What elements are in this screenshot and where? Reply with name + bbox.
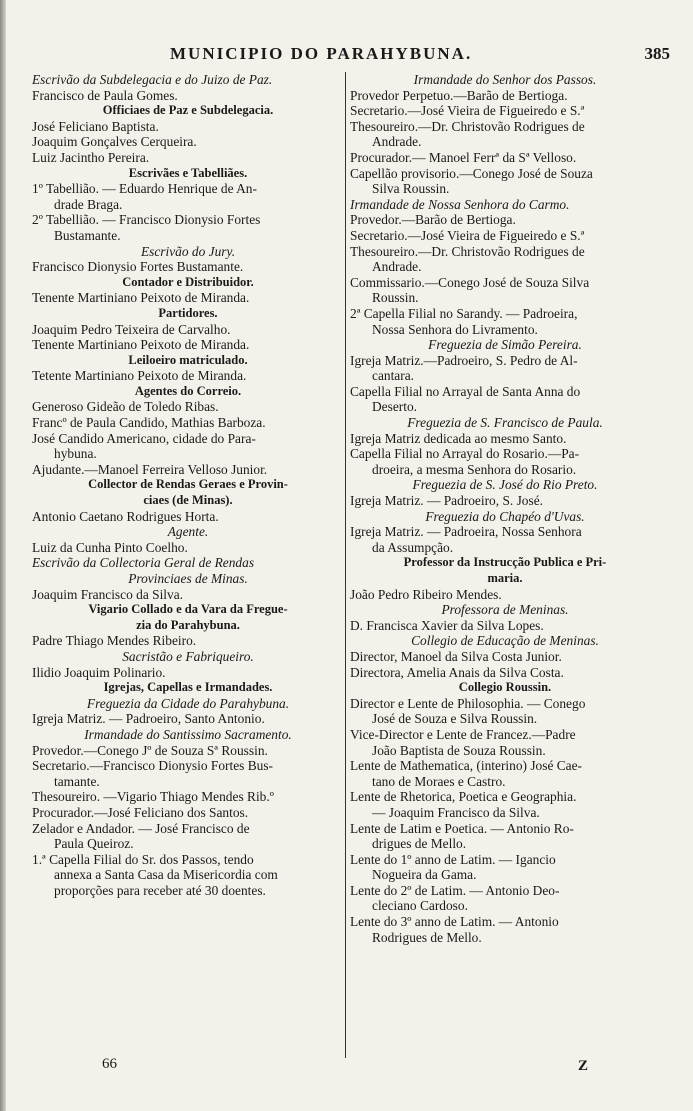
text-line: Tenente Martiniano Peixoto de Miranda. xyxy=(32,337,250,353)
text-line: Igreja Matriz.—Padroeiro, S. Pedro de Al- xyxy=(350,352,578,368)
text-line: Tenente Martiniano Peixoto de Miranda. xyxy=(32,290,250,306)
text-line: Procurador.— Manoel Ferrª da Sª Velloso. xyxy=(350,149,577,165)
section-heading: Contador e Distribuidor. xyxy=(122,274,254,289)
text-line: Lente de Rhetorica, Poetica e Geographia. xyxy=(350,789,577,805)
text-line: cleciano Cardoso. xyxy=(372,898,468,914)
text-line: Irmandade do Senhor dos Passos. xyxy=(413,72,597,87)
text-line: Igreja Matriz. — Padroeiro, S. José. xyxy=(350,493,544,509)
text-line: Irmandade de Nossa Senhora do Carmo. xyxy=(350,196,570,212)
text-line: 2º Tabellião. — Francisco Dionysio Fortes xyxy=(32,212,261,228)
text-line: Irmandade do Santissimo Sacramento. xyxy=(84,726,292,742)
text-line: João Baptista de Souza Roussin. xyxy=(372,742,546,758)
text-line: Nogueira da Gama. xyxy=(372,867,477,883)
text-line: Professora de Meninas. xyxy=(441,602,569,618)
text-line: Joaquim Gonçalves Cerqueira. xyxy=(32,134,197,150)
section-heading: Collegio Roussin. xyxy=(458,680,552,695)
text-line: Commissario.—Conego José de Souza Silva xyxy=(350,274,590,290)
text-line: droeira, a mesma Senhora do Rosario. xyxy=(372,461,577,477)
text-line: Rodrigues de Mello. xyxy=(372,929,482,945)
text-line: Igreja Matriz dedicada ao mesmo Santo. xyxy=(350,430,567,446)
right-column xyxy=(350,72,660,945)
text-line: Agente. xyxy=(167,524,209,540)
text-line: Lente de Latim e Poetica. — Antonio Ro- xyxy=(350,820,574,836)
text-line: Freguezia de Simão Pereira. xyxy=(428,337,582,353)
text-line: Provinciaes de Minas. xyxy=(128,571,248,586)
text-line: Director, Manoel da Silva Costa Junior. xyxy=(350,648,562,664)
text-line: Tetente Martiniano Peixoto de Miranda. xyxy=(32,368,247,384)
section-heading: ciaes (de Minas). xyxy=(143,493,233,508)
section-heading: Escrivães e Tabelliães. xyxy=(128,165,248,180)
text-line: Roussin. xyxy=(372,290,419,306)
text-line: Lente de Mathematica, (interino) José Cae- xyxy=(350,758,583,774)
text-line: Silva Roussin. xyxy=(372,181,450,197)
text-line: José de Souza e Silva Roussin. xyxy=(372,711,538,727)
text-line: José Feliciano Baptista. xyxy=(32,118,159,134)
text-line: Lente do 3º anno de Latim. — Antonio xyxy=(350,914,559,930)
text-line: Secretario.—Francisco Dionysio Fortes Bus- xyxy=(32,758,273,774)
text-line: Thesoureiro. —Vigario Thiago Mendes Rib.º xyxy=(32,789,274,805)
text-line: João Pedro Ribeiro Mendes. xyxy=(350,586,502,602)
left-column xyxy=(32,72,344,898)
text-line: Capella Filial no Arrayal do Rosario.—Pa- xyxy=(350,446,580,462)
section-heading: Vigario Collado e da Vara da Fregue- xyxy=(88,602,288,617)
text-line: drigues de Mello. xyxy=(372,836,467,852)
text-line: Escrivão da Subdelegacia e do Juizo de Paz. xyxy=(32,72,273,87)
text-line: Andrade. xyxy=(372,259,422,275)
text-line: da Assumpção. xyxy=(372,539,454,555)
text-line: Freguezia de S. Francisco de Paula. xyxy=(407,415,603,431)
text-line: Francisco Dionysio Fortes Bustamante. xyxy=(32,259,244,275)
text-line: Antonio Caetano Rodrigues Horta. xyxy=(32,508,219,524)
binding-edge xyxy=(0,0,6,1111)
text-line: Provedor Perpetuo.—Barão de Bertioga. xyxy=(350,87,568,103)
section-heading: Leiloeiro matriculado. xyxy=(128,352,248,367)
text-line: Secretario.—José Vieira de Figueiredo e S.ª xyxy=(350,227,585,243)
text-line: Generoso Gideão de Toledo Ribas. xyxy=(32,399,219,415)
text-line: Andrade. xyxy=(372,134,422,150)
text-line: Francº de Paula Candido, Mathias Barboza. xyxy=(32,415,266,431)
signature-mark-right: Z xyxy=(578,1058,589,1074)
text-line: annexa a Santa Casa da Misericordia com xyxy=(54,867,278,883)
text-line: Lente do 1º anno de Latim. — Igancio xyxy=(350,851,556,867)
section-heading: Partidores. xyxy=(158,305,218,320)
text-line: Escrivão da Collectoria Geral de Rendas xyxy=(32,555,255,571)
text-line: Freguezia do Chapéo d'Uvas. xyxy=(425,508,585,524)
text-line: Deserto. xyxy=(372,399,417,415)
text-line: Joaquim Pedro Teixeira de Carvalho. xyxy=(32,321,231,337)
text-line: Freguezia de S. José do Rio Preto. xyxy=(412,477,598,493)
text-line: proporções para receber até 30 doentes. xyxy=(54,882,266,898)
text-line: tano de Moraes e Castro. xyxy=(372,773,506,789)
text-line: Secretario.—José Vieira de Figueiredo e S.ª xyxy=(350,103,585,119)
page-header xyxy=(30,44,670,70)
text-line: Provedor.—Conego Jº de Souza Sª Roussin. xyxy=(32,742,268,758)
section-heading: Igrejas, Capellas e Irmandades. xyxy=(103,680,273,695)
text-line: drade Braga. xyxy=(54,196,123,212)
page-number: 385 xyxy=(644,44,670,63)
signature-mark-left: 66 xyxy=(102,1056,117,1072)
text-line: Luiz Jacintho Pereira. xyxy=(32,149,150,165)
text-line: Directora, Amelia Anais da Silva Costa. xyxy=(350,664,564,680)
text-line: Igreja Matriz. — Padroeira, Nossa Senhora xyxy=(350,524,582,540)
text-line: Paula Queiroz. xyxy=(54,836,134,852)
section-heading: maria. xyxy=(487,571,523,585)
text-line: Lente do 2º de Latim. — Antonio Deo- xyxy=(350,882,560,898)
text-line: Nossa Senhora do Livramento. xyxy=(372,321,538,337)
text-line: 1.ª Capella Filial do Sr. dos Passos, tendo xyxy=(32,851,254,867)
text-line: Procurador.—José Feliciano dos Santos. xyxy=(32,804,249,820)
text-line: Escrivão do Jury. xyxy=(140,243,236,259)
section-heading: Professor da Instrucção Publica e Pri- xyxy=(403,555,607,570)
text-line: Igreja Matriz. — Padroeiro, Santo Antonio. xyxy=(32,711,265,727)
text-line: hybuna. xyxy=(54,446,97,462)
text-line: Capella Filial no Arrayal de Santa Anna do xyxy=(350,383,581,399)
section-heading: Agentes do Correio. xyxy=(134,383,242,398)
text-line: Sacristão e Fabriqueiro. xyxy=(122,648,254,664)
section-heading: Officiaes de Paz e Subdelegacia. xyxy=(102,103,274,118)
text-line: Vice-Director e Lente de Francez.—Padre xyxy=(350,726,576,742)
text-line: Director e Lente de Philosophia. — Conego xyxy=(350,695,586,711)
text-line: Thesoureiro.—Dr. Christovão Rodrigues de xyxy=(350,243,585,259)
text-line: Joaquim Francisco da Silva. xyxy=(32,586,183,602)
section-heading: Collector de Rendas Geraes e Provin- xyxy=(88,477,288,492)
text-line: Francisco de Paula Gomes. xyxy=(32,87,178,103)
text-line: Bustamante. xyxy=(54,227,121,243)
text-line: Ajudante.—Manoel Ferreira Velloso Junior. xyxy=(32,461,268,477)
text-line: Provedor.—Barão de Bertioga. xyxy=(350,212,516,228)
text-line: Freguezia da Cidade do Parahybuna. xyxy=(86,695,290,711)
column-divider xyxy=(345,72,346,1058)
text-line: tamante. xyxy=(54,773,100,789)
text-line: Collegio de Educação de Meninas. xyxy=(411,633,599,649)
running-title: MUNICIPIO DO PARAHYBUNA. xyxy=(170,44,473,63)
text-line: 1º Tabellião. — Eduardo Henrique de An- xyxy=(32,181,257,197)
text-line: cantara. xyxy=(372,368,414,384)
text-line: Zelador e Andador. — José Francisco de xyxy=(32,820,250,836)
text-line: José Candido Americano, cidade do Para- xyxy=(32,430,256,446)
text-line: — Joaquim Francisco da Silva. xyxy=(372,804,540,820)
text-line: Padre Thiago Mendes Ribeiro. xyxy=(32,633,197,649)
section-heading: zia do Parahybuna. xyxy=(136,617,240,632)
text-line: 2ª Capella Filial no Sarandy. — Padroeira, xyxy=(350,305,578,321)
text-line: Capellão provisorio.—Conego José de Souza xyxy=(350,165,593,181)
text-line: Ilidio Joaquim Polinario. xyxy=(32,664,166,680)
text-line: Thesoureiro.—Dr. Christovão Rodrigues de xyxy=(350,118,585,134)
text-line: Luiz da Cunha Pinto Coelho. xyxy=(32,539,188,555)
text-line: D. Francisca Xavier da Silva Lopes. xyxy=(350,617,544,633)
